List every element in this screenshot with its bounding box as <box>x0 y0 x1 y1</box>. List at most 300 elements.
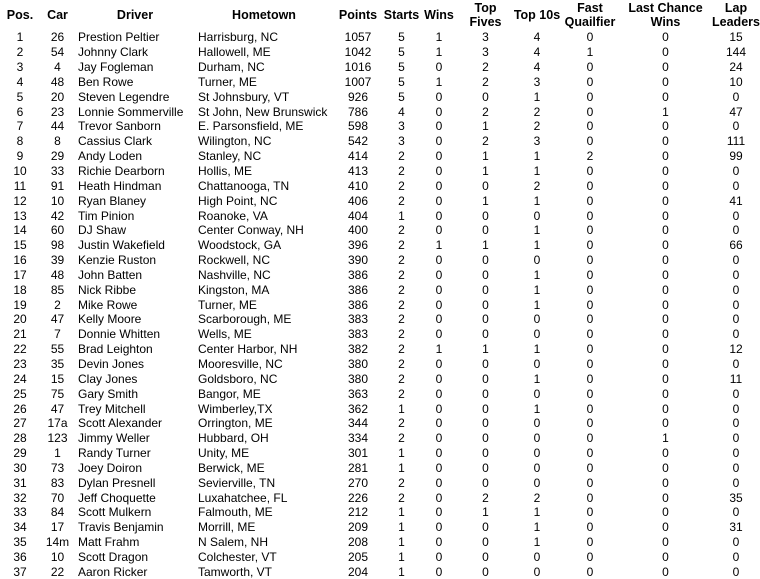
cell-car: 10 <box>50 193 65 208</box>
cell-starts: 4 <box>398 104 405 119</box>
cell-lap-leaders: 0 <box>732 327 740 342</box>
cell-last-chance-wins: 0 <box>662 134 669 149</box>
cell-last-chance-wins: 0 <box>662 446 669 461</box>
cell-last-chance-wins: 0 <box>662 223 669 238</box>
cell-top-fives: 3 <box>482 45 489 60</box>
cell-pos: 12 <box>13 193 27 208</box>
cell-starts: 1 <box>398 520 405 535</box>
cell-starts: 2 <box>398 149 405 164</box>
cell-driver: Prestion Peltier <box>78 30 160 45</box>
cell-wins: 0 <box>435 386 443 401</box>
cell-top-fives: 0 <box>482 535 489 550</box>
cell-top-fives: 0 <box>482 564 489 579</box>
cell-car: 44 <box>50 119 65 134</box>
cell-starts: 3 <box>398 134 405 149</box>
cell-wins: 0 <box>435 520 443 535</box>
cell-driver: Ryan Blaney <box>78 193 147 208</box>
cell-wins: 0 <box>435 253 443 268</box>
cell-pos: 21 <box>13 327 27 342</box>
cell-pos: 24 <box>13 371 27 386</box>
cell-top-10s: 4 <box>533 30 541 45</box>
cell-last-chance-wins: 0 <box>662 371 669 386</box>
cell-driver: Tim Pinion <box>78 208 135 223</box>
cell-top-10s: 0 <box>533 416 541 431</box>
cell-hometown: E. Parsonsfield, ME <box>198 119 304 134</box>
cell-top-10s: 1 <box>533 89 541 104</box>
cell-starts: 2 <box>398 386 405 401</box>
cell-hometown: Sevierville, TN <box>198 475 276 490</box>
cell-top-fives: 0 <box>482 253 489 268</box>
cell-fast-qualifier: 1 <box>586 45 594 60</box>
cell-last-chance-wins: 0 <box>662 89 669 104</box>
cell-driver: Johnny Clark <box>78 45 149 60</box>
cell-car: 70 <box>50 490 65 505</box>
cell-starts: 1 <box>398 564 405 579</box>
cell-last-chance-wins: 0 <box>662 386 669 401</box>
cell-last-chance-wins: 0 <box>662 564 669 579</box>
cell-lap-leaders: 0 <box>732 178 740 193</box>
table-row <box>0 416 760 431</box>
cell-pos: 17 <box>13 267 27 282</box>
cell-top-10s: 2 <box>533 119 541 134</box>
cell-pos: 23 <box>13 356 27 371</box>
cell-car: 8 <box>54 134 61 149</box>
cell-top-10s: 0 <box>533 356 541 371</box>
cell-wins: 0 <box>435 490 443 505</box>
cell-points: 414 <box>347 149 369 164</box>
cell-points: 1042 <box>344 45 372 60</box>
cell-top-fives: 0 <box>482 446 489 461</box>
cell-car: 14m <box>45 535 70 550</box>
cell-car: 98 <box>50 238 65 253</box>
cell-pos: 33 <box>13 505 27 520</box>
header-car: Car <box>47 8 68 22</box>
cell-car: 91 <box>50 178 65 193</box>
cell-pos: 32 <box>13 490 27 505</box>
cell-lap-leaders: 47 <box>729 104 743 119</box>
cell-top-10s: 0 <box>533 460 541 475</box>
cell-wins: 0 <box>435 193 443 208</box>
cell-top-10s: 1 <box>533 535 541 550</box>
cell-fast-qualifier: 0 <box>586 490 594 505</box>
cell-hometown: Chattanooga, TN <box>198 178 290 193</box>
cell-points: 1016 <box>344 60 372 75</box>
cell-top-fives: 1 <box>482 193 489 208</box>
cell-fast-qualifier: 0 <box>586 193 594 208</box>
cell-lap-leaders: 12 <box>729 342 743 357</box>
cell-wins: 0 <box>435 297 443 312</box>
cell-wins: 0 <box>435 327 443 342</box>
cell-car: 60 <box>50 223 65 238</box>
table-row <box>0 134 760 149</box>
cell-top-10s: 1 <box>533 164 541 179</box>
cell-fast-qualifier: 0 <box>586 431 594 446</box>
cell-points: 598 <box>347 119 369 134</box>
cell-car: 47 <box>50 401 65 416</box>
cell-driver: Nick Ribbe <box>78 282 137 297</box>
cell-hometown: St Johnsbury, VT <box>198 89 290 104</box>
cell-lap-leaders: 35 <box>729 490 743 505</box>
table-body <box>0 30 760 579</box>
cell-points: 390 <box>347 253 369 268</box>
table-row <box>0 238 760 253</box>
cell-wins: 0 <box>435 505 443 520</box>
cell-car: 48 <box>50 267 65 282</box>
cell-hometown: N Salem, NH <box>198 535 269 550</box>
cell-points: 1007 <box>344 74 372 89</box>
cell-starts: 1 <box>398 401 405 416</box>
cell-hometown: Kingston, MA <box>198 282 270 297</box>
cell-driver: Scott Alexander <box>78 416 163 431</box>
cell-top-10s: 4 <box>533 60 541 75</box>
cell-points: 281 <box>347 460 369 475</box>
cell-car: 7 <box>54 327 61 342</box>
cell-lap-leaders: 10 <box>729 74 743 89</box>
table-row <box>0 208 760 223</box>
cell-driver: Jay Fogleman <box>78 60 154 75</box>
cell-last-chance-wins: 0 <box>662 164 669 179</box>
table-row <box>0 30 760 45</box>
cell-points: 212 <box>347 505 369 520</box>
cell-fast-qualifier: 0 <box>586 401 594 416</box>
cell-fast-qualifier: 0 <box>586 267 594 282</box>
cell-points: 209 <box>347 520 369 535</box>
cell-starts: 2 <box>398 282 405 297</box>
table-row <box>0 89 760 104</box>
cell-top-fives: 0 <box>482 520 489 535</box>
cell-hometown: Scarborough, ME <box>198 312 292 327</box>
cell-top-10s: 3 <box>533 74 541 89</box>
cell-lap-leaders: 0 <box>732 89 740 104</box>
cell-top-fives: 0 <box>482 416 489 431</box>
cell-lap-leaders: 0 <box>732 401 740 416</box>
cell-top-fives: 0 <box>482 178 489 193</box>
cell-top-fives: 0 <box>482 89 489 104</box>
cell-points: 380 <box>347 356 369 371</box>
cell-car: 15 <box>50 371 65 386</box>
cell-hometown: Rockwell, NC <box>198 253 271 268</box>
cell-pos: 28 <box>13 431 27 446</box>
cell-points: 380 <box>347 371 369 386</box>
table-row <box>0 282 760 297</box>
cell-last-chance-wins: 0 <box>662 297 669 312</box>
cell-points: 270 <box>347 475 369 490</box>
cell-starts: 5 <box>398 45 405 60</box>
cell-points: 386 <box>347 267 369 282</box>
cell-driver: Ben Rowe <box>78 74 134 89</box>
cell-hometown: Durham, NC <box>198 60 265 75</box>
table-row <box>0 327 760 342</box>
cell-lap-leaders: 0 <box>732 297 740 312</box>
cell-pos: 5 <box>16 89 24 104</box>
cell-pos: 30 <box>13 460 27 475</box>
cell-lap-leaders: 0 <box>732 460 740 475</box>
cell-starts: 1 <box>398 549 405 564</box>
cell-lap-leaders: 0 <box>732 119 740 134</box>
table-row <box>0 386 760 401</box>
cell-last-chance-wins: 0 <box>662 193 669 208</box>
cell-pos: 2 <box>16 45 24 60</box>
cell-fast-qualifier: 0 <box>586 89 594 104</box>
cell-points: 344 <box>347 416 369 431</box>
cell-last-chance-wins: 0 <box>662 30 669 45</box>
cell-top-10s: 1 <box>533 267 541 282</box>
header-top-fives: Top Fives <box>469 1 502 29</box>
cell-top-10s: 0 <box>533 564 541 579</box>
cell-hometown: High Point, NC <box>198 193 278 208</box>
cell-top-10s: 1 <box>533 342 541 357</box>
cell-wins: 0 <box>435 60 443 75</box>
cell-pos: 4 <box>16 74 24 89</box>
header-row <box>0 0 760 30</box>
cell-driver: Scott Mulkern <box>78 505 152 520</box>
cell-top-10s: 0 <box>533 386 541 401</box>
cell-points: 413 <box>347 164 369 179</box>
cell-last-chance-wins: 0 <box>662 535 669 550</box>
cell-starts: 2 <box>398 416 405 431</box>
cell-wins: 0 <box>435 104 443 119</box>
cell-top-fives: 0 <box>482 297 489 312</box>
cell-last-chance-wins: 0 <box>662 356 669 371</box>
cell-hometown: Hubbard, OH <box>198 431 269 446</box>
cell-pos: 8 <box>16 134 24 149</box>
cell-pos: 10 <box>13 164 27 179</box>
cell-pos: 29 <box>13 446 27 461</box>
cell-wins: 0 <box>435 267 443 282</box>
cell-fast-qualifier: 2 <box>586 149 594 164</box>
table-row <box>0 60 760 75</box>
cell-lap-leaders: 0 <box>732 475 740 490</box>
cell-fast-qualifier: 0 <box>586 178 594 193</box>
cell-starts: 2 <box>398 342 405 357</box>
cell-starts: 2 <box>398 490 405 505</box>
cell-fast-qualifier: 0 <box>586 371 594 386</box>
cell-top-10s: 0 <box>533 431 541 446</box>
cell-pos: 20 <box>13 312 27 327</box>
cell-pos: 31 <box>13 475 27 490</box>
cell-fast-qualifier: 0 <box>586 253 594 268</box>
cell-top-10s: 1 <box>533 282 541 297</box>
cell-last-chance-wins: 0 <box>662 475 669 490</box>
header-driver: Driver <box>116 8 154 22</box>
cell-points: 204 <box>347 564 369 579</box>
cell-starts: 1 <box>398 535 405 550</box>
cell-starts: 2 <box>398 238 405 253</box>
cell-last-chance-wins: 0 <box>662 238 669 253</box>
cell-lap-leaders: 15 <box>729 30 743 45</box>
cell-fast-qualifier: 0 <box>586 74 594 89</box>
cell-points: 1057 <box>344 30 372 45</box>
cell-lap-leaders: 144 <box>725 45 747 60</box>
cell-starts: 2 <box>398 431 405 446</box>
cell-wins: 0 <box>435 208 443 223</box>
cell-pos: 22 <box>13 342 27 357</box>
cell-car: 123 <box>47 431 68 446</box>
cell-car: 83 <box>50 475 65 490</box>
cell-top-fives: 2 <box>482 490 489 505</box>
cell-last-chance-wins: 1 <box>662 104 669 119</box>
cell-top-10s: 0 <box>533 327 541 342</box>
cell-wins: 0 <box>435 134 443 149</box>
cell-top-10s: 1 <box>533 520 541 535</box>
cell-driver: Steven Legendre <box>78 89 170 104</box>
header-top-10s: Top 10s <box>513 8 561 22</box>
cell-pos: 14 <box>13 223 27 238</box>
cell-hometown: Wells, ME <box>198 327 252 342</box>
cell-hometown: Colchester, VT <box>198 549 277 564</box>
cell-driver: Clay Jones <box>78 371 138 386</box>
cell-driver: Cassius Clark <box>78 134 153 149</box>
cell-hometown: Berwick, ME <box>198 460 265 475</box>
cell-lap-leaders: 0 <box>732 535 740 550</box>
cell-driver: Donnie Whitten <box>78 327 161 342</box>
table-row <box>0 268 760 283</box>
cell-last-chance-wins: 0 <box>662 416 669 431</box>
cell-driver: Gary Smith <box>78 386 139 401</box>
cell-last-chance-wins: 0 <box>662 45 669 60</box>
table-row <box>0 564 760 579</box>
cell-starts: 2 <box>398 312 405 327</box>
cell-top-10s: 1 <box>533 149 541 164</box>
table-row <box>0 446 760 461</box>
table-row <box>0 401 760 416</box>
cell-points: 383 <box>347 327 369 342</box>
table-row <box>0 223 760 238</box>
cell-last-chance-wins: 0 <box>662 119 669 134</box>
cell-pos: 18 <box>13 282 27 297</box>
cell-driver: John Batten <box>78 267 143 282</box>
cell-starts: 5 <box>398 89 405 104</box>
cell-top-fives: 0 <box>482 460 489 475</box>
cell-points: 926 <box>347 89 369 104</box>
table-row <box>0 342 760 357</box>
cell-lap-leaders: 0 <box>732 282 740 297</box>
cell-car: 2 <box>54 297 61 312</box>
cell-starts: 3 <box>398 119 405 134</box>
cell-top-10s: 1 <box>533 371 541 386</box>
cell-hometown: Bangor, ME <box>198 386 261 401</box>
cell-points: 205 <box>347 549 369 564</box>
table-row <box>0 550 760 565</box>
cell-fast-qualifier: 0 <box>586 312 594 327</box>
table-row <box>0 431 760 446</box>
cell-fast-qualifier: 0 <box>586 564 594 579</box>
cell-hometown: Stanley, NC <box>198 149 262 164</box>
cell-wins: 0 <box>435 460 443 475</box>
cell-starts: 2 <box>398 193 405 208</box>
cell-starts: 2 <box>398 223 405 238</box>
cell-car: 29 <box>50 149 65 164</box>
cell-car: 73 <box>50 460 65 475</box>
cell-fast-qualifier: 0 <box>586 460 594 475</box>
cell-last-chance-wins: 0 <box>662 267 669 282</box>
cell-driver: Trey Mitchell <box>78 401 146 416</box>
cell-car: 55 <box>50 342 65 357</box>
cell-hometown: Hallowell, ME <box>198 45 271 60</box>
cell-car: 26 <box>50 30 65 45</box>
cell-top-fives: 0 <box>482 327 489 342</box>
cell-top-10s: 2 <box>533 490 541 505</box>
cell-hometown: St John, New Brunswick <box>198 104 328 119</box>
cell-lap-leaders: 0 <box>732 549 740 564</box>
table-row <box>0 357 760 372</box>
cell-lap-leaders: 0 <box>732 564 740 579</box>
cell-wins: 0 <box>435 223 443 238</box>
cell-driver: DJ Shaw <box>78 223 127 238</box>
cell-top-10s: 1 <box>533 505 541 520</box>
cell-hometown: Roanoke, VA <box>198 208 268 223</box>
cell-hometown: Center Harbor, NH <box>198 342 298 357</box>
table-row <box>0 45 760 60</box>
cell-hometown: Unity, ME <box>198 446 250 461</box>
cell-wins: 1 <box>435 30 443 45</box>
table-row <box>0 505 760 520</box>
cell-pos: 34 <box>13 520 27 535</box>
cell-points: 410 <box>347 178 369 193</box>
cell-lap-leaders: 24 <box>729 60 743 75</box>
table-row <box>0 164 760 179</box>
cell-top-fives: 0 <box>482 356 489 371</box>
cell-top-fives: 1 <box>482 149 489 164</box>
cell-lap-leaders: 0 <box>732 312 740 327</box>
header-starts: Starts <box>383 8 420 22</box>
cell-car: 75 <box>50 386 65 401</box>
cell-lap-leaders: 0 <box>732 356 740 371</box>
cell-points: 301 <box>347 446 369 461</box>
cell-points: 786 <box>347 104 369 119</box>
cell-points: 334 <box>347 431 369 446</box>
cell-top-fives: 1 <box>482 238 489 253</box>
cell-pos: 37 <box>13 564 27 579</box>
cell-driver: Matt Frahm <box>78 535 140 550</box>
cell-driver: Devin Jones <box>78 356 145 371</box>
cell-wins: 0 <box>435 549 443 564</box>
cell-fast-qualifier: 0 <box>586 119 594 134</box>
cell-car: 22 <box>50 564 65 579</box>
cell-fast-qualifier: 0 <box>586 342 594 357</box>
cell-starts: 1 <box>398 505 405 520</box>
cell-fast-qualifier: 0 <box>586 134 594 149</box>
cell-car: 23 <box>50 104 65 119</box>
cell-car: 84 <box>50 505 65 520</box>
cell-wins: 0 <box>435 178 443 193</box>
cell-hometown: Wimberley,TX <box>198 401 273 416</box>
cell-driver: Jeff Choquette <box>78 490 156 505</box>
cell-top-10s: 0 <box>533 312 541 327</box>
table-row <box>0 119 760 134</box>
cell-lap-leaders: 0 <box>732 386 740 401</box>
cell-car: 54 <box>50 45 65 60</box>
cell-pos: 15 <box>13 238 27 253</box>
cell-car: 20 <box>50 89 65 104</box>
cell-last-chance-wins: 0 <box>662 520 669 535</box>
cell-top-fives: 3 <box>482 30 489 45</box>
cell-top-fives: 0 <box>482 371 489 386</box>
cell-top-10s: 0 <box>533 446 541 461</box>
cell-fast-qualifier: 0 <box>586 446 594 461</box>
cell-pos: 7 <box>16 119 24 134</box>
cell-driver: Lonnie Sommerville <box>78 104 184 119</box>
cell-last-chance-wins: 0 <box>662 178 669 193</box>
cell-top-fives: 0 <box>482 208 489 223</box>
cell-points: 208 <box>347 535 369 550</box>
cell-last-chance-wins: 0 <box>662 253 669 268</box>
cell-top-fives: 0 <box>482 312 489 327</box>
cell-fast-qualifier: 0 <box>586 223 594 238</box>
cell-top-10s: 3 <box>533 134 541 149</box>
header-pos: Pos. <box>6 8 34 22</box>
table-row <box>0 75 760 90</box>
